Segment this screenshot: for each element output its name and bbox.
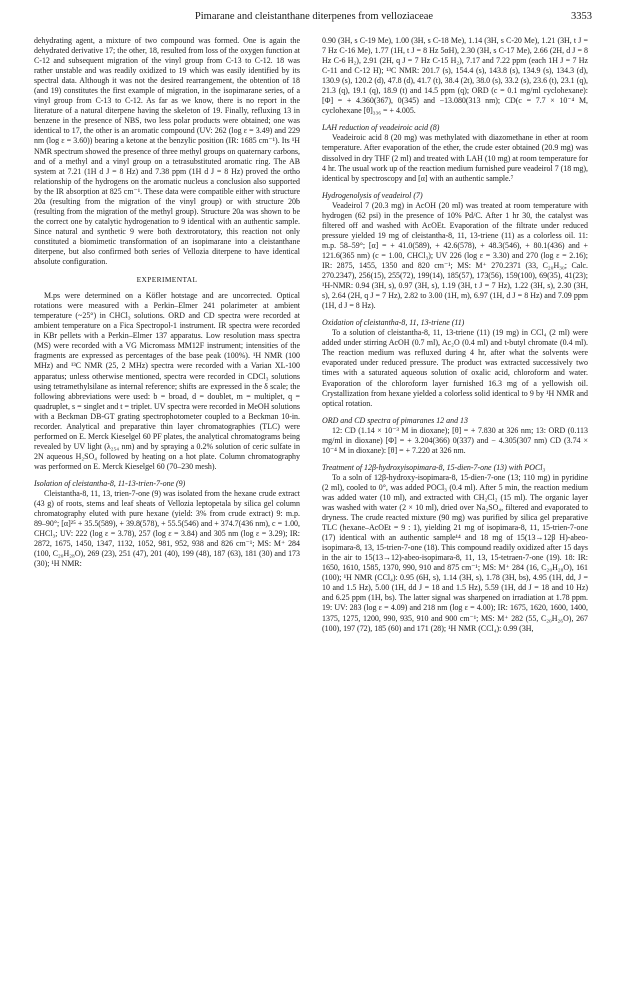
paragraph: 12: CD (1.14 × 10⁻³ M in dioxane); [θ] = + 7.830 at 326 nm; 13: ORD (0.113 mg/ml in dioxane) [Φ] = + 3.204(366) 0(337) and − 4.305(307 nm) CD (3.74 × 10⁻⁴ M in dioxane): [θ] = + 7.220 at 326 nm.: [322, 425, 588, 455]
paragraph: 0.90 (3H, s C-19 Me), 1.00 (3H, s C-18 Me), 1.14 (3H, s C-20 Me), 1.21 (3H, t J = 7 Hz C-16 Me), 1.77 (1H, t J = 8 Hz 5αH), 2.30 (3H, s C-17 Me), 2.66 (2H, d J = 8 Hz C-6 H₂), 2.91 (2H, q J = 7 Hz C-15 H₂), 7.17 and 7.22 ppm (each 1H J = 7 Hz C-11 and C-12 H); ¹³C NMR: 201.7 (s), 154.4 (s), 143.8 (s), 134.9 (s), 134.3 (d), 130.9 (s), 120.2 (d), 47.8 (d), 41.7 (t), 38.4 (2t), 38.0 (s), 33.2 (s), 23.6 (t), 23.1 (q), 21.3 (q), 19.1 (q), 18.9 (t) and 14.5 ppm (q); ORD (c = 0.1 mg/ml cyclohexane): [Φ] = + 4.360(367), 0(345) and −13.080(313 nm); CD(c = 7.7 × 10⁻⁴ M, cyclohexane [θ]₃₃₆ = + 4.005.: [322, 36, 588, 116]
paragraph: M.ps were determined on a Köfler hotstage and are uncorrected. Optical rotations were measured with a Perkin–Elmer 241 polarimeter at ambient temperature (~25°) in CHCl₃ solutions. ORD and CD spectra were recorded at ambient temperature on a Fica Spectropol-1 instrument. IR spectra were recorded in KBr pellets with a Perkin–Elmer 137 apparatus. Low resolution mass spectra (MS) were recorded with a VG Micromass MM12F instrument; intensities of the fragments are expressed as percentages of the base peak (100%). ¹H NMR (100 MHz) and ¹³C NMR (25, 2 MHz) spectra were recorded with a Varian XL-100 apparatus; unless otherwise mentioned, spectra were recorded in CDCl₃ solutions using tetramethylsilane as internal reference; shifts are expressed in the δ scale; the following abbreviations were used: b = broad, d = doublet, m = multiplet, q = quadruplet, s = singlet and t = triplet. UV spectra were recorded in MeOH solutions with a Beckman DB-GT grating spectrophotometer coupled to a Beckman 10-in. recorder. Analytical and preparative thin layer chromatographies (TLC) were performed on E. Merck Kieselgel 60 PF plates, the analytical chromatograms being revealed by UV light (λ₂₅₄ nm) and by spraying a 0.2% solution of ceric sulfate in 2N aqueous H₂SO₄ followed by heating on a hot plate. Column chromatography was performed on E. Merck Kieselgel 60 (70–230 mesh).: [34, 291, 300, 471]
right-column: [322, 36, 588, 634]
subsection-heading: Isolation of cleistantha-8, 11-13-trien-7-one (9): [34, 478, 186, 488]
page-number: 3353: [571, 11, 592, 22]
left-column: [34, 36, 300, 569]
paragraph: To a solution of cleistantha-8, 11, 13-triene (11) (19 mg) in CCl₄ (2 ml) were added under stirring AcOH (0.7 ml), Ac₂O (0.4 ml) and t-butyl chromate (0.4 ml). The reaction medium was refluxed during 4 hr, after what the solvents were evaporated under reduced pressure. The product was extracted successively two times with a saturated aqueous solution of oxalic acid, chloroform and water. Evaporation of the chloroform layer furnished 16.3 mg of a yellowish oil. Crystallization from hexane yielded a colorless solid identical to 9 by ¹H NMR and optical rotation.: [322, 328, 588, 408]
paragraph: Veadeiroic acid 8 (20 mg) was methylated with diazomethane in ether at room temperature. After evaporation of the ether, the crude ester obtained (20.9 mg) was dissolved in dry THF (2 ml) and treated with LAH (10 mg) at room temperature for 4 hr. The usual work up of the reaction medium furnished pure veadeirol 7 (18 mg), identical by spectroscopy and [α] with an authentic sample.⁷: [322, 133, 588, 183]
subsection-heading: LAH reduction of veadeiroic acid (8): [322, 123, 440, 133]
paragraph: dehydrating agent, a mixture of two compound was formed. One is again the dehydrated derivative 17; the other, 18, resulted from loss of the oxygen function at C-12 and subsequent migration of the vinyl group from C-13 to C-12. 18 was rather unstable and was readily oxidized to 19 which was easily identified by its spectral data. Although it was not the desired rearrangement, the obtention of 18 (and 19) constitutes the first example of migration, in the isopimarane series, of a vinyl group from C-13 to C-12. As far as we know, there is no report in the literature of a natural diterpene having the skeleton of 19. Finally, refluxing 13 in benzene in the presence of NBS, two less polar products were obtained; one was identical to 17, the other is an aromatic compound (UV: 262 (log ε = 3.49) and 229 nm (log ε = 3.60)) bearing a ketone at the benzylic position (IR: 1685 cm⁻¹). Its ¹H NMR spectrum showed the presence of three methyl groups on quaternary carbons, and of a methyl and a vinyl group on a tetrasubstituted aromatic ring. The AB system at 7.21 (1H d J = 8 Hz) and 7.38 ppm (1H d J = 8 Hz) proved the ortho relationship of the hydrogens on the aromatic nucleus a conclusion also supported by the IR absorption at 825 cm⁻¹. These data were compatible either with structure 20a (resulting from the migration of the vinyl group) or with structure 20b (resulting from the migration of the methyl group). Structure 20a was shown to be the correct one by catalytic hydrogenation to 9 identical with an authentic sample. Since natural and synthetic 9 were both dextrorotatory, this reaction not only constituted a biomimetic transformation of an isopimarane into a cleistanthane diterpene, but also confirmed both series of Vellozia diterpene to have identical absolute configuration.: [34, 36, 300, 267]
subsection-heading: ORD and CD spectra of pimaranes 12 and 13: [322, 415, 468, 425]
subsection-heading: Treatment of 12β-hydroxyisopimara-8, 15-dien-7-one (13) with POCl₃: [322, 462, 546, 472]
paragraph: To a soln of 12β-hydroxy-isopimara-8, 15-dien-7-one (13; 110 mg) in pyridine (2 ml), cooled to 0°, was added POCl₃ (0.4 ml). After 5 min, the reaction medium was added water (10 ml), and extracted with CH₂Cl₂ (15 ml). The organic layer was washed with water (2 × 10 ml), dried over Na₂SO₄, filtered and evaporated to dryness. The crude reacted mixture (90 mg) was purified by silica gel preparative TLC (hexane–AcOEt = 9 : 1), yielding 21 mg of isopimara-8, 11, 15-trien-7-one (17) identical with an authentic sample¹⁴ and 18 mg of 15(13→12β H)-abeo-isopimara-8, 13, 15-trien-7-one (18). This compound readily oxidized after 15 days in the air to 15(13→12)-abeo-isopimara-8, 11, 13, 15-tetraen-7-one (19). 18: IR: 1650, 1610, 1585, 1370, 990, 910 and 875 cm⁻¹; MS: M⁺ 284 (16, C₂₀H₂₈O), 161 (100); ¹H NMR (CCl₄): 0.95 (6H, s), 1.14 (3H, s), 1.78 (3H, bs), 4.95 (1H, dd, J = 10 and 1.5 Hz), 5.00 (1H, dd J = 18 and 1.5 Hz), 5.59 (1H, dd J = 18 and 10 Hz) and 6.25 ppm (1H, bs). The latter signal was sharpened on irradiation at 1.78 ppm. 19: UV: 283 (log ε = 4.09) and 218 nm (log ε = 4.00); IR: 1675, 1620, 1600, 1400, 1375, 1275, 1200, 990, 935, 910 and 900 cm⁻¹; MS: M⁺ 282 (55, C₂₀H₂₆O), 267 (100), 197 (72), 185 (60) and 171 (28); ¹H NMR (CCl₄): 0.99 (3H,: [322, 472, 588, 633]
running-title: Pimarane and cleistanthane diterpenes from velloziaceae: [194, 11, 434, 22]
section-heading: EXPERIMENTAL: [136, 275, 198, 285]
paragraph: Veadeirol 7 (20.3 mg) in AcOH (20 ml) was treated at room temperature with hydrogen (62 psi) in the presence of 10% Pd/C. After 1 hr 30, the catalyst was filtered off and washed with AcOEt. Evaporation of the filtrate under reduced pressure yielded 19 mg of cleistantha-8, 11, 13-triene (11) as a colorless oil. 11: m.p. 58–59°; [α] = + 41.0(589), + 42.6(578), + 48.3(546), + 80.1(436) and + 121.6(365 nm) (c = 1.00, CHCl₃); UV 226 (log ε = 3.30) and 270 (log ε = 2.16); IR: 2875, 1455, 1350 and 820 cm⁻¹; MS: M⁺ 270.2371 (33, C₂₀H₃₀; Calc. 270.2347), 256(15), 255(72), 199(14), 185(57), 173(56), 159(100), 69(35), 41(23); ¹H-NMR: 0.94 (3H, s), 0.97 (3H, s), 1.19 (3H, t J = 7 Hz), 1.22 (3H, s), 2.30 (3H, s), 2.64 (2H, q J = 7 Hz), 2.82 to 3.00 (1H, m), 6.97 (1H, d J = 8 Hz) and 7.09 ppm (1H, d J = 8 Hz).: [322, 200, 588, 311]
page-header: [36, 11, 592, 25]
subsection-heading: Hydrogenolysis of veadeirol (7): [322, 190, 423, 200]
subsection-heading: Oxidation of cleistantha-8, 11, 13-triene (11): [322, 318, 465, 328]
paragraph: Cleistantha-8, 11, 13, trien-7-one (9) was isolated from the hexane crude extract (43 g) of roots, stems and leaf sheats of Vellozia leptopetala by silica gel column chromatography eluted with pure hexane (yield: 3% from crude extract) 9: m.p. 89–90°; [α]²⁵ + 35.5(589), + 39.8(578), + 55.5(546) and + 374.7(436 nm), c = 1.00, CHCl₃; UV: 222 (log ε = 3.78), 257 (log ε = 3.84) and 305 nm (log ε = 3.29); IR: 2872, 1675, 1450, 1347, 1132, 1052, 981, 952, 938 and 826 cm⁻¹; MS: M⁺ 284 (100, C₂₀H₂₈O), 269 (23), 251 (47), 201 (40), 199 (48), 187 (63), 181 (30) and 173 (30); ¹H NMR:: [34, 489, 300, 569]
